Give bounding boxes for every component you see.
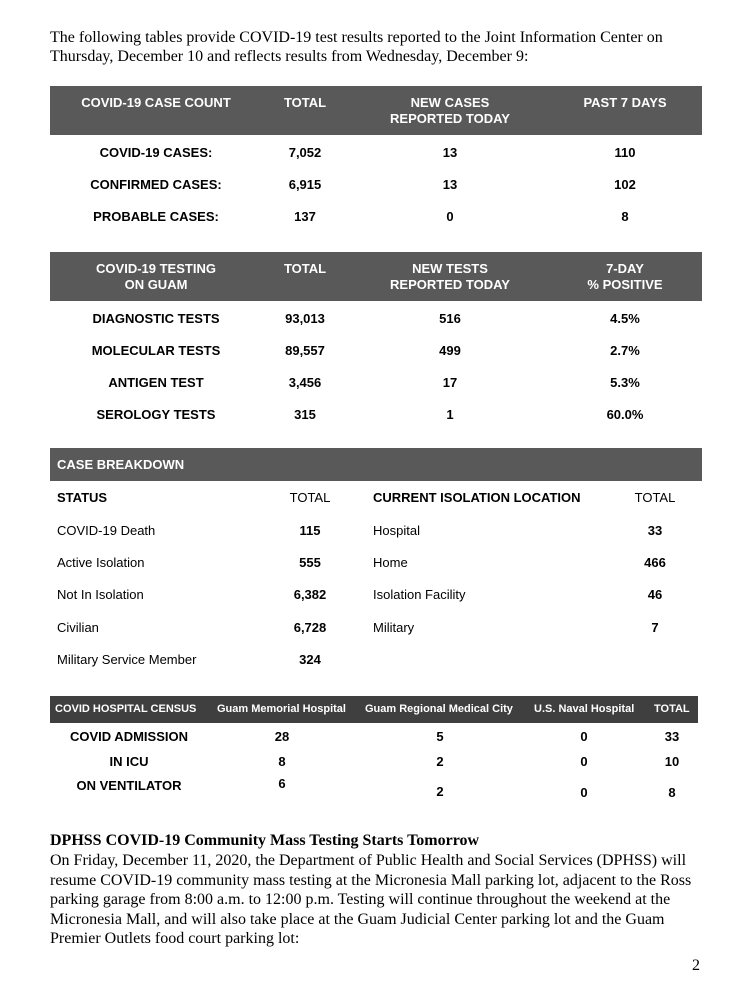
- status-value: 6,382: [293, 587, 327, 602]
- location-value: 466: [644, 555, 666, 570]
- census-header-grmc: Guam Regional Medical City: [365, 703, 513, 715]
- row-label: SEROLOGY TESTS: [96, 407, 216, 422]
- row-new: 499: [439, 343, 461, 358]
- testing-header-new-line1: NEW TESTS: [412, 261, 488, 276]
- location-label: Home: [373, 555, 408, 570]
- status-label: Active Isolation: [57, 555, 145, 570]
- row-total: 89,557: [285, 343, 325, 358]
- testing-row: [50, 311, 702, 331]
- census-naval-value: 0: [580, 729, 588, 744]
- census-total-value: 33: [664, 729, 680, 744]
- status-value: 555: [299, 555, 321, 570]
- status-header: STATUS: [57, 490, 108, 505]
- case-count-header-label: COVID-19 CASE COUNT: [81, 95, 231, 110]
- row-total: 6,915: [288, 177, 322, 192]
- section-title: DPHSS COVID-19 Community Mass Testing Starts Tomorrow: [50, 832, 480, 849]
- testing-row: [50, 343, 702, 363]
- location-label: Isolation Facility: [373, 587, 466, 602]
- testing-header-label-line1: COVID-19 TESTING: [96, 261, 216, 276]
- row-positive: 60.0%: [606, 407, 644, 422]
- row-past7: 102: [614, 177, 636, 192]
- row-positive: 2.7%: [610, 343, 640, 358]
- census-total-value: 8: [668, 785, 676, 800]
- census-gmh-value: 6: [278, 776, 286, 791]
- testing-header: [50, 252, 702, 301]
- case-count-row: [50, 209, 702, 229]
- census-header-gmh: Guam Memorial Hospital: [217, 703, 346, 715]
- census-header-total: TOTAL: [654, 703, 690, 715]
- location-value: 46: [647, 587, 663, 602]
- row-label: COVID-19 CASES:: [99, 145, 213, 160]
- status-label: Military Service Member: [57, 652, 197, 667]
- census-row-label: ON VENTILATOR: [76, 778, 182, 793]
- census-header: [50, 696, 698, 723]
- census-grmc-value: 5: [436, 729, 444, 744]
- testing-header-total: TOTAL: [283, 261, 327, 276]
- row-total: 315: [294, 407, 316, 422]
- location-value: 7: [651, 620, 659, 635]
- status-label: Not In Isolation: [57, 587, 144, 602]
- status-value: 6,728: [293, 620, 327, 635]
- case-count-row: [50, 177, 702, 197]
- census-total-value: 10: [664, 754, 680, 769]
- census-header-label: COVID HOSPITAL CENSUS: [55, 703, 197, 715]
- row-total: 137: [294, 209, 316, 224]
- row-new: 1: [446, 407, 454, 422]
- census-grmc-value: 2: [436, 754, 444, 769]
- row-past7: 8: [621, 209, 629, 224]
- case-count-row: [50, 145, 702, 165]
- census-row-label: COVID ADMISSION: [70, 729, 188, 744]
- row-new: 17: [442, 375, 458, 390]
- case-count-header-past7: PAST 7 DAYS: [583, 95, 667, 110]
- case-count-header-new-line1: NEW CASES: [410, 95, 490, 110]
- case-breakdown-title: CASE BREAKDOWN: [57, 457, 185, 472]
- row-positive: 4.5%: [610, 311, 640, 326]
- status-label: Civilian: [57, 620, 99, 635]
- census-row-label: IN ICU: [109, 754, 149, 769]
- location-value: 33: [647, 523, 663, 538]
- section-paragraph: On Friday, December 11, 2020, the Department of Public Health and Social Services (DPHSS) will resume COVID-19 community mass testing at the Micronesia Mall parking lot, adjacent to the Ross parking garage from 8:00 a.m. to 12:00 p.m. Testing will continue throughout the weekend at the Micronesia Mall, and will also take place at the Guam Judicial Center parking lot and the Guam Premier Outlets food court parking lot:: [50, 852, 692, 948]
- status-label: COVID-19 Death: [57, 523, 156, 538]
- census-grmc-value: 2: [436, 784, 444, 799]
- intro-text: The following tables provide COVID-19 test results reported to the Joint Information Center on Thursday, December 10 and reflects results from Wednesday, December 9:: [50, 29, 663, 65]
- case-count-header-total: TOTAL: [283, 95, 327, 110]
- status-value: 324: [299, 652, 321, 667]
- page-number: 2: [692, 957, 700, 974]
- testing-header-positive-line2: % POSITIVE: [587, 277, 663, 292]
- census-naval-value: 0: [580, 754, 588, 769]
- row-new: 13: [442, 145, 458, 160]
- row-new: 13: [442, 177, 458, 192]
- testing-row: [50, 375, 702, 395]
- row-total: 93,013: [285, 311, 325, 326]
- row-total: 3,456: [288, 375, 322, 390]
- testing-header-positive-line1: 7-DAY: [606, 261, 644, 276]
- testing-row: [50, 407, 702, 427]
- case-count-header: [50, 86, 702, 135]
- location-header: CURRENT ISOLATION LOCATION: [373, 490, 581, 505]
- census-gmh-value: 28: [274, 729, 290, 744]
- location-total-header: TOTAL: [634, 490, 676, 505]
- row-positive: 5.3%: [610, 375, 640, 390]
- row-total: 7,052: [288, 145, 322, 160]
- row-label: CONFIRMED CASES:: [90, 177, 222, 192]
- row-label: MOLECULAR TESTS: [91, 343, 221, 358]
- row-new: 0: [446, 209, 454, 224]
- testing-header-label-line2: ON GUAM: [124, 277, 188, 292]
- row-label: PROBABLE CASES:: [93, 209, 219, 224]
- status-value: 115: [299, 523, 321, 538]
- testing-header-new-line2: REPORTED TODAY: [390, 277, 510, 292]
- row-new: 516: [439, 311, 461, 326]
- census-naval-value: 0: [580, 785, 588, 800]
- census-gmh-value: 8: [278, 754, 286, 769]
- case-breakdown-header: [50, 448, 702, 481]
- row-past7: 110: [614, 145, 636, 160]
- location-label: Military: [373, 620, 415, 635]
- location-label: Hospital: [373, 523, 420, 538]
- case-count-header-new-line2: REPORTED TODAY: [390, 111, 510, 126]
- row-label: ANTIGEN TEST: [108, 375, 204, 390]
- status-total-header: TOTAL: [289, 490, 331, 505]
- row-label: DIAGNOSTIC TESTS: [92, 311, 220, 326]
- census-header-naval: U.S. Naval Hospital: [534, 703, 635, 715]
